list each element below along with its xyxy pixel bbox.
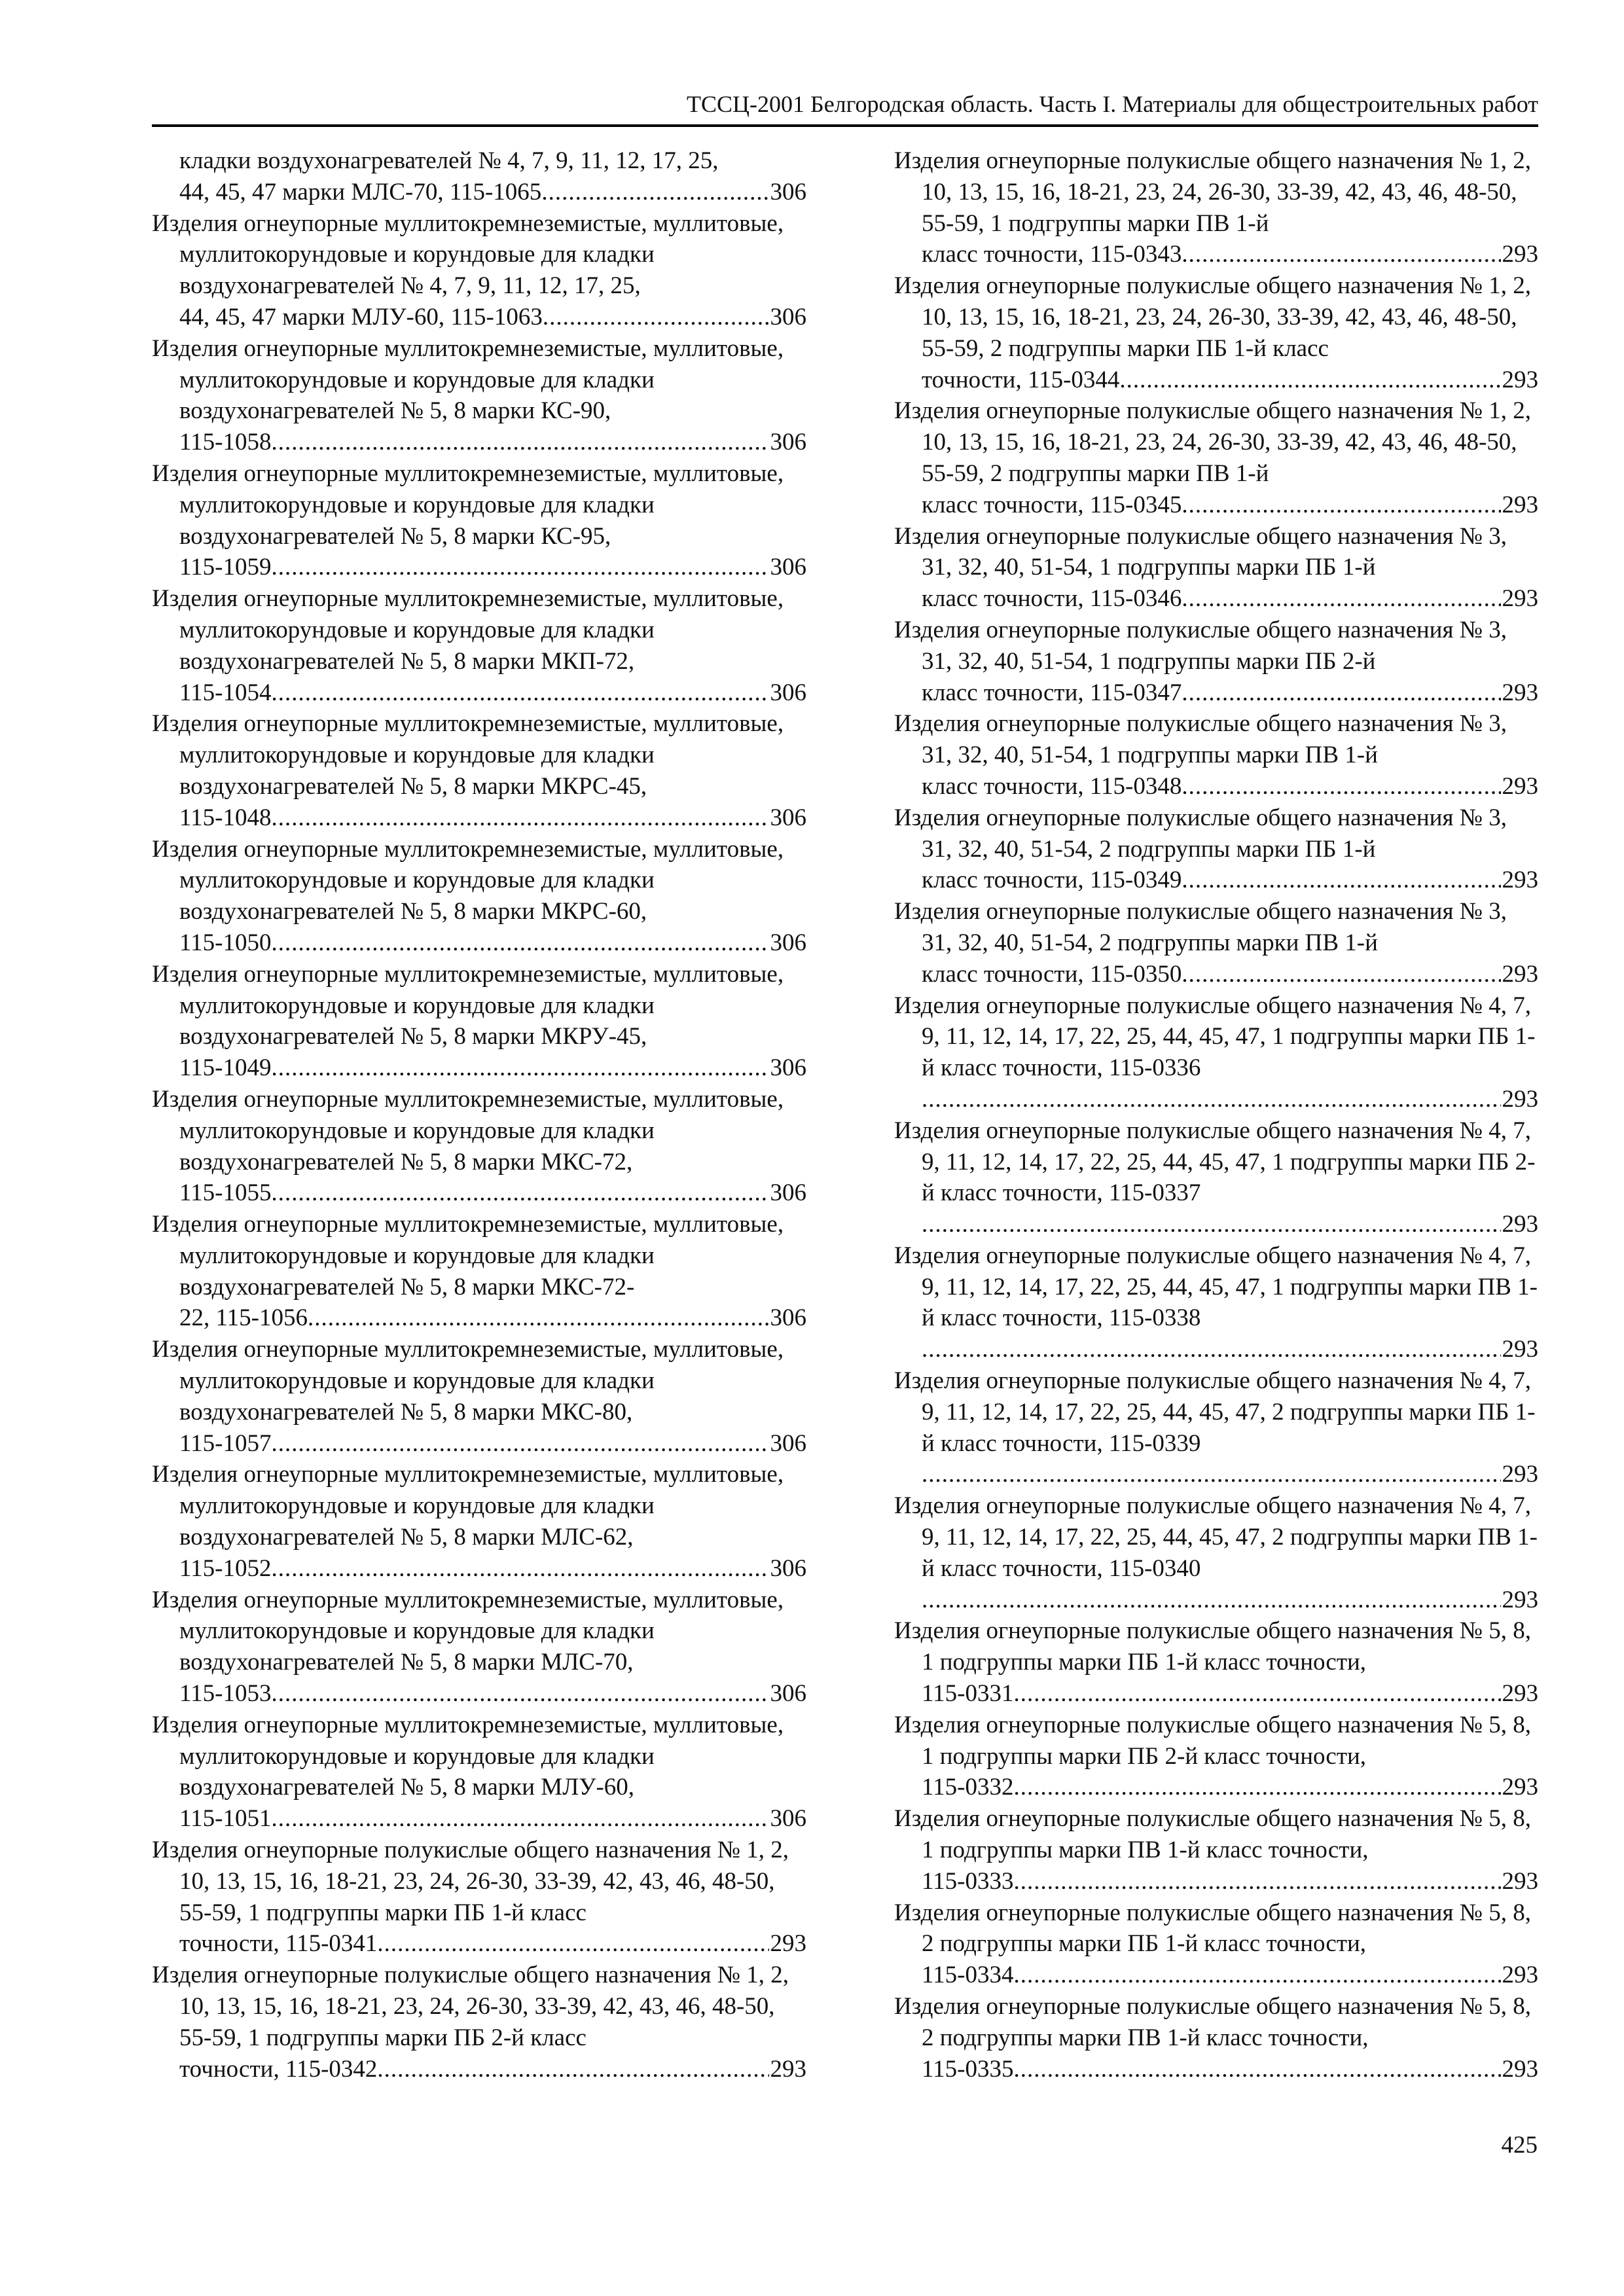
index-entry-code: 115-1058	[179, 429, 272, 456]
dot-leader	[271, 1428, 768, 1460]
index-entry-code: 115-1051	[179, 1805, 272, 1833]
dot-leader	[271, 1052, 768, 1084]
index-entry-page: 306	[770, 1429, 806, 1457]
index-entry-text: Изделия огнеупорные муллитокремнеземистые, муллитовые, муллитокорундовые и корундовые для кладки воздухонагревателей № 4, 7, 9, 11, 12, 17, 25,	[152, 209, 784, 300]
index-entry-code: класс точности, 115-0348	[922, 772, 1182, 800]
index-entry-code: 115-0332	[922, 1774, 1014, 1801]
index-entry-page: 293	[1502, 1867, 1538, 1895]
index-entry-page: 306	[770, 1805, 806, 1833]
index-entry-text: Изделия огнеупорные полукислые общего назначения № 1, 2, 10, 13, 15, 16, 18-21, 23, 24, 26-30, 33-39, 42, 43, 46, 48-50, 55-59, 2 подгруппы марки ПВ 1-й	[894, 397, 1532, 487]
index-entry-page: 306	[770, 1054, 806, 1082]
index-entry-text: Изделия огнеупорные полукислые общего назначения № 4, 7, 9, 11, 12, 14, 17, 22, 25, 44, 45, 47, 1 подгруппы марки ПВ 1-й класс точности, 115-0338	[894, 1242, 1538, 1332]
index-entry-page: 306	[770, 804, 806, 831]
index-entry-code: класс точности, 115-0346	[922, 585, 1182, 613]
index-entry-code: точности, 115-0344	[922, 366, 1120, 393]
index-entry-text: Изделия огнеупорные полукислые общего назначения № 3, 31, 32, 40, 51-54, 2 подгруппы марки ПВ 1-й	[894, 898, 1507, 956]
dot-leader	[543, 302, 769, 333]
index-entry-leader-line	[922, 1678, 1538, 1710]
index-entry	[152, 333, 806, 458]
index-entry-leader-line	[922, 490, 1538, 521]
index-entry-page: 306	[770, 1554, 806, 1582]
index-entry	[152, 1209, 806, 1334]
index-entry-page: 293	[1502, 1211, 1538, 1238]
index-entry-text: кладки воздухонагревателей № 4, 7, 9, 11, 12, 17, 25,	[179, 147, 719, 174]
index-entry-page: 293	[770, 2055, 806, 2083]
index-entry-leader-line	[922, 771, 1538, 802]
index-entry-text: Изделия огнеупорные муллитокремнеземистые, муллитовые, муллитокорундовые и корундовые для кладки воздухонагревателей № 5, 8 марки КС-95,	[152, 459, 784, 550]
dot-leader	[271, 1678, 768, 1710]
index-entry-code: 115-0331	[922, 1680, 1014, 1708]
index-entry-code: класс точности, 115-0350	[922, 960, 1182, 988]
index-entry	[152, 1585, 806, 1710]
dot-leader	[1119, 365, 1500, 396]
index-entry-code: 115-1052	[179, 1554, 272, 1582]
index-entry-leader-line	[922, 1585, 1538, 1616]
index-entry-leader-line	[922, 239, 1538, 270]
index-entry-text: Изделия огнеупорные полукислые общего назначения № 4, 7, 9, 11, 12, 14, 17, 22, 25, 44, 45, 47, 2 подгруппы марки ПВ 1-й класс точности, 115-0340	[894, 1492, 1538, 1582]
index-entry-leader-line	[922, 1334, 1538, 1365]
index-entry-leader-line	[179, 1803, 806, 1835]
index-entry	[152, 708, 806, 833]
index-entry-text: Изделия огнеупорные полукислые общего назначения № 4, 7, 9, 11, 12, 14, 17, 22, 25, 44, 45, 47, 1 подгруппы марки ПБ 2-й класс точности, 115-0337	[894, 1117, 1536, 1207]
index-entry-code: 115-1059	[179, 554, 272, 581]
index-entry-text: Изделия огнеупорные полукислые общего назначения № 1, 2, 10, 13, 15, 16, 18-21, 23, 24, 26-30, 33-39, 42, 43, 46, 48-50, 55-59, 1 подгруппы марки ПБ 1-й класс	[152, 1837, 789, 1926]
index-entry-page: 306	[770, 1304, 806, 1332]
index-entry-code: 115-1057	[179, 1429, 272, 1457]
dot-leader	[922, 1209, 1501, 1240]
dot-leader	[1182, 865, 1500, 896]
dot-leader	[1013, 2054, 1500, 2085]
index-entry	[152, 1084, 806, 1209]
index-entry-leader-line	[179, 1928, 806, 1960]
index-entry-text: Изделия огнеупорные полукислые общего назначения № 3, 31, 32, 40, 51-54, 1 подгруппы марки ПВ 1-й	[894, 710, 1507, 769]
dot-leader	[1182, 677, 1500, 709]
dot-leader	[271, 1803, 768, 1835]
index-entry	[152, 458, 806, 583]
index-entry-leader-line	[922, 959, 1538, 990]
dot-leader	[922, 1334, 1501, 1365]
index-entry-page: 293	[1502, 1774, 1538, 1801]
dot-leader	[1182, 583, 1500, 615]
index-entry-page: 293	[1502, 241, 1538, 268]
dot-leader	[377, 2054, 768, 2085]
index-entry	[894, 1115, 1538, 1240]
index-entry-leader-line	[179, 1678, 806, 1710]
index-entry-code: 115-1048	[179, 804, 272, 831]
index-entry-code: 115-0334	[922, 1962, 1014, 1989]
index-entry-page: 293	[1502, 867, 1538, 894]
index-entry-text: Изделия огнеупорные муллитокремнеземистые, муллитовые, муллитокорундовые и корундовые для кладки воздухонагревателей № 5, 8 марки МЛС-70,	[152, 1586, 784, 1676]
running-header	[152, 79, 1538, 127]
index-entry-text: Изделия огнеупорные полукислые общего назначения № 5, 8, 2 подгруппы марки ПБ 1-й класс точности,	[894, 1899, 1532, 1958]
index-entry	[894, 1803, 1538, 1897]
dot-leader	[271, 927, 768, 959]
index-entry-text: Изделия огнеупорные полукислые общего назначения № 5, 8, 2 подгруппы марки ПВ 1-й класс точности,	[894, 1993, 1532, 2051]
index-entry-text: Изделия огнеупорные полукислые общего назначения № 3, 31, 32, 40, 51-54, 1 подгруппы марки ПБ 2-й	[894, 616, 1507, 675]
index-entry-page: 293	[1502, 1085, 1538, 1113]
index-entry-code: класс точности, 115-0345	[922, 491, 1182, 518]
dot-leader	[541, 177, 768, 208]
index-entry-leader-line	[179, 1177, 806, 1209]
index-entry-code: 115-1053	[179, 1680, 272, 1708]
index-entry-text: Изделия огнеупорные полукислые общего назначения № 3, 31, 32, 40, 51-54, 2 подгруппы марки ПБ 1-й	[894, 804, 1507, 863]
index-entry-leader-line	[922, 1209, 1538, 1240]
dot-leader	[1013, 1866, 1500, 1897]
index-entry-page: 293	[1502, 1586, 1538, 1613]
index-entry-leader-line	[922, 2054, 1538, 2085]
index-entry	[894, 802, 1538, 896]
index-entry-page: 306	[770, 303, 806, 331]
index-entry-page: 293	[1502, 960, 1538, 988]
dot-leader	[271, 677, 768, 709]
index-entry	[152, 1960, 806, 2085]
dot-leader	[377, 1928, 768, 1960]
index-entry	[894, 395, 1538, 520]
index-entry-page: 293	[1502, 491, 1538, 518]
dot-leader	[1182, 490, 1500, 521]
index-entry-leader-line	[922, 1866, 1538, 1897]
index-entry-code: 115-1049	[179, 1054, 272, 1082]
index-entry-leader-line	[179, 302, 806, 333]
index-entry-page: 293	[1502, 585, 1538, 613]
index-entry-leader-line	[179, 927, 806, 959]
index-entry-text: Изделия огнеупорные муллитокремнеземистые, муллитовые, муллитокорундовые и корундовые для кладки воздухонагревателей № 5, 8 марки МЛС-62,	[152, 1461, 784, 1551]
index-entry-leader-line	[179, 177, 806, 208]
index-entry	[894, 1365, 1538, 1490]
index-entry-page: 293	[1502, 1680, 1538, 1708]
index-entry-leader-line	[179, 1302, 806, 1334]
index-entry-text: Изделия огнеупорные муллитокремнеземистые, муллитовые, муллитокорундовые и корундовые для кладки воздухонагревателей № 5, 8 марки МКС-72,	[152, 1085, 784, 1175]
dot-leader	[271, 427, 768, 458]
index-entry-page: 293	[1502, 366, 1538, 393]
index-entry-text: Изделия огнеупорные полукислые общего назначения № 5, 8, 1 подгруппы марки ПБ 2-й класс точности,	[894, 1711, 1532, 1770]
dot-leader	[271, 1553, 768, 1585]
index-entry-text: Изделия огнеупорные полукислые общего назначения № 1, 2, 10, 13, 15, 16, 18-21, 23, 24, 26-30, 33-39, 42, 43, 46, 48-50, 55-59, 1 подгруппы марки ПБ 2-й класс	[152, 1962, 789, 2051]
index-entry-text: Изделия огнеупорные полукислые общего назначения № 4, 7, 9, 11, 12, 14, 17, 22, 25, 44, 45, 47, 1 подгруппы марки ПБ 1-й класс точности, 115-0336	[894, 992, 1536, 1082]
index-entry-page: 293	[770, 1930, 806, 1958]
index-entry-text: Изделия огнеупорные полукислые общего назначения № 5, 8, 1 подгруппы марки ПБ 1-й класс точности,	[894, 1617, 1532, 1676]
index-entry	[152, 1835, 806, 1960]
dot-leader	[922, 1585, 1501, 1616]
index-entry-code: точности, 115-0341	[179, 1930, 378, 1958]
dot-leader	[1182, 959, 1500, 990]
index-entry	[894, 708, 1538, 802]
index-entry-leader-line	[922, 1960, 1538, 1991]
index-entry-page: 306	[770, 1680, 806, 1708]
index-entry-text: Изделия огнеупорные муллитокремнеземистые, муллитовые, муллитокорундовые и корундовые для кладки воздухонагревателей № 5, 8 марки МКП-72,	[152, 585, 784, 675]
header-title: ТССЦ-2001 Белгородская область. Часть I. Материалы для общестроительных работ	[687, 91, 1538, 117]
index-entry	[894, 1710, 1538, 1803]
index-entry-page: 293	[1502, 679, 1538, 706]
index-entry-page: 306	[770, 178, 806, 206]
index-entry	[152, 834, 806, 959]
index-entry-page: 293	[1502, 1962, 1538, 1989]
index-entry-code: 115-0333	[922, 1867, 1014, 1895]
index-entry	[152, 583, 806, 708]
index-entry	[152, 145, 806, 208]
index-entry-text: Изделия огнеупорные муллитокремнеземистые, муллитовые, муллитокорундовые и корундовые для кладки воздухонагревателей № 5, 8 марки МКРС-60,	[152, 835, 784, 925]
index-entry-page: 306	[770, 429, 806, 456]
index-entry-code: 115-1055	[179, 1179, 272, 1207]
index-entry	[894, 145, 1538, 270]
dot-leader	[922, 1459, 1501, 1490]
index-entry-page: 306	[770, 554, 806, 581]
dot-leader	[308, 1302, 769, 1334]
index-entry-text: Изделия огнеупорные полукислые общего назначения № 4, 7, 9, 11, 12, 14, 17, 22, 25, 44, 45, 47, 2 подгруппы марки ПБ 1-й класс точности, 115-0339	[894, 1367, 1536, 1457]
index-column-left	[152, 145, 806, 2085]
dot-leader	[1013, 1678, 1500, 1710]
index-entry	[152, 959, 806, 1084]
index-entry-leader-line	[179, 2054, 806, 2085]
index-entry-text: Изделия огнеупорные муллитокремнеземистые, муллитовые, муллитокорундовые и корундовые для кладки воздухонагревателей № 5, 8 марки МКС-80,	[152, 1336, 784, 1426]
index-entry	[894, 990, 1538, 1115]
page-number: 425	[1501, 2132, 1538, 2159]
index-entry	[894, 1240, 1538, 1365]
index-entry-leader-line	[179, 802, 806, 834]
index-entry	[894, 1615, 1538, 1709]
index-entry-code: 44, 45, 47 марки МЛС-70, 115-1065	[179, 178, 542, 206]
index-entry-code: класс точности, 115-0343	[922, 241, 1182, 268]
index-entry-text: Изделия огнеупорные полукислые общего назначения № 3, 31, 32, 40, 51-54, 1 подгруппы марки ПБ 1-й	[894, 522, 1507, 581]
index-entry-leader-line	[179, 1428, 806, 1460]
index-entry-code: точности, 115-0342	[179, 2055, 378, 2083]
index-entry-code: 44, 45, 47 марки МЛУ-60, 115-1063	[179, 303, 543, 331]
index-entry-leader-line	[922, 1459, 1538, 1490]
index-entry-text: Изделия огнеупорные муллитокремнеземистые, муллитовые, муллитокорундовые и корундовые для кладки воздухонагревателей № 5, 8 марки МКРУ-45,	[152, 960, 784, 1050]
index-entry-leader-line	[179, 1553, 806, 1585]
index-entry	[894, 615, 1538, 708]
index-entry-text: Изделия огнеупорные муллитокремнеземистые, муллитовые, муллитокорундовые и корундовые для кладки воздухонагревателей № 5, 8 марки МКС-72-	[152, 1211, 784, 1300]
index-entry-page: 293	[1502, 1336, 1538, 1363]
index-entry-leader-line	[922, 365, 1538, 396]
index-entry-page: 306	[770, 1179, 806, 1207]
dot-leader	[271, 552, 768, 583]
index-entry	[152, 1710, 806, 1835]
dot-leader	[1013, 1960, 1500, 1991]
index-entry	[894, 1897, 1538, 1991]
index-entry	[894, 896, 1538, 990]
index-entry-page: 306	[770, 929, 806, 956]
index-column-right	[894, 145, 1538, 2085]
dot-leader	[1182, 771, 1500, 802]
index-entry	[894, 1490, 1538, 1615]
index-entry-leader-line	[179, 677, 806, 709]
dot-leader	[271, 802, 768, 834]
index-entry-code: 115-1054	[179, 679, 272, 706]
index-entry-text: Изделия огнеупорные муллитокремнеземистые, муллитовые, муллитокорундовые и корундовые для кладки воздухонагревателей № 5, 8 марки КС-90,	[152, 334, 784, 425]
index-entry-text: Изделия огнеупорные полукислые общего назначения № 5, 8, 1 подгруппы марки ПВ 1-й класс точности,	[894, 1805, 1532, 1864]
index-entry-page: 293	[1502, 1461, 1538, 1488]
index-entry-text: Изделия огнеупорные муллитокремнеземистые, муллитовые, муллитокорундовые и корундовые для кладки воздухонагревателей № 5, 8 марки МКРС-45,	[152, 710, 784, 800]
index-entry-leader-line	[179, 427, 806, 458]
index-entry-text: Изделия огнеупорные муллитокремнеземистые, муллитовые, муллитокорундовые и корундовые для кладки воздухонагревателей № 5, 8 марки МЛУ-60,	[152, 1711, 784, 1801]
index-entry-leader-line	[922, 1084, 1538, 1115]
dot-leader	[922, 1084, 1501, 1115]
index-entry-leader-line	[179, 552, 806, 583]
index-entry-code: 115-0335	[922, 2055, 1014, 2083]
index-entry-page: 306	[770, 679, 806, 706]
index-entry-leader-line	[922, 865, 1538, 896]
index-entry-page: 293	[1502, 2055, 1538, 2083]
index-entry-leader-line	[922, 677, 1538, 709]
index-entry-leader-line	[922, 1772, 1538, 1803]
index-entry-text: Изделия огнеупорные полукислые общего назначения № 1, 2, 10, 13, 15, 16, 18-21, 23, 24, 26-30, 33-39, 42, 43, 46, 48-50, 55-59, 1 подгруппы марки ПВ 1-й	[894, 147, 1532, 237]
index-entry	[152, 1459, 806, 1584]
dot-leader	[1013, 1772, 1500, 1803]
index-entry-page: 293	[1502, 772, 1538, 800]
index-entry-code: класс точности, 115-0347	[922, 679, 1182, 706]
index-entry	[152, 1334, 806, 1459]
dot-leader	[271, 1177, 768, 1209]
index-entry	[894, 521, 1538, 615]
index-entry-leader-line	[179, 1052, 806, 1084]
index-entry	[894, 1991, 1538, 2085]
index-entry-code: 22, 115-1056	[179, 1304, 308, 1332]
dot-leader	[1182, 239, 1500, 270]
index-entry-leader-line	[922, 583, 1538, 615]
index-entry	[152, 208, 806, 333]
index-entry-code: класс точности, 115-0349	[922, 867, 1182, 894]
index-entry	[894, 270, 1538, 395]
index-entry-code: 115-1050	[179, 929, 272, 956]
index-entry-text: Изделия огнеупорные полукислые общего назначения № 1, 2, 10, 13, 15, 16, 18-21, 23, 24, 26-30, 33-39, 42, 43, 46, 48-50, 55-59, 2 подгруппы марки ПБ 1-й класс	[894, 272, 1532, 362]
